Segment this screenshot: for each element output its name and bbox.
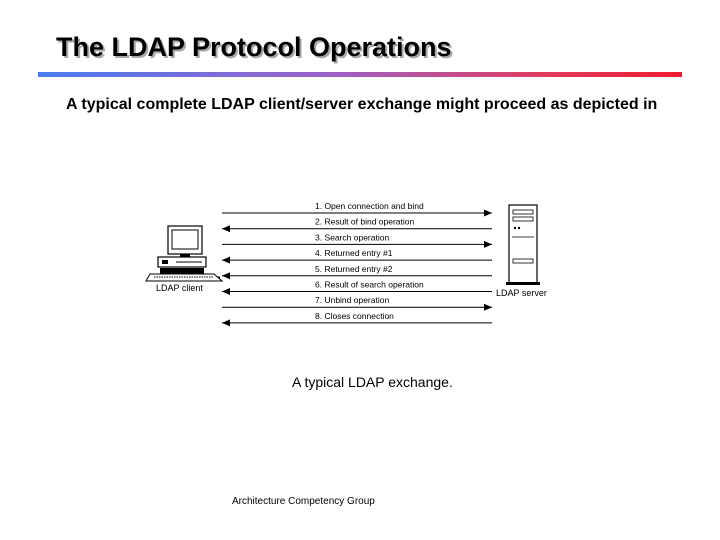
message-arrow-2: [222, 217, 492, 233]
arrow-head: [222, 257, 230, 264]
step-label: 1. Open connection and bind: [315, 201, 424, 211]
message-arrow-7: [222, 295, 492, 311]
message-arrow-5: [222, 264, 492, 280]
arrow-head: [222, 288, 230, 295]
tower-server-icon: [506, 205, 540, 285]
step-label: 2. Result of bind operation: [315, 216, 415, 227]
intro-text: A typical complete LDAP client/server exchange might proceed as depicted in: [66, 96, 658, 113]
step-label: 5. Returned entry #2: [315, 263, 393, 274]
arrow-head: [484, 304, 492, 311]
arrow-head: [484, 241, 492, 248]
desktop-computer-icon: [146, 226, 222, 281]
step-label: 8. Closes connection: [315, 310, 394, 321]
server-label: LDAP server: [496, 288, 547, 298]
arrow-head: [222, 225, 230, 232]
footer-text: Architecture Competency Group: [232, 496, 375, 507]
message-arrow-6: [222, 280, 492, 296]
diagram-caption: A typical LDAP exchange.: [292, 374, 453, 390]
message-arrow-4: [222, 248, 492, 264]
arrow-head: [222, 272, 230, 279]
client-label: LDAP client: [156, 283, 203, 293]
step-label: 7. Unbind operation: [315, 295, 390, 306]
message-arrows: [222, 201, 492, 326]
step-label: 3. Search operation: [315, 232, 390, 243]
step-label: 6. Result of search operation: [315, 279, 424, 290]
message-arrow-3: [222, 232, 492, 248]
step-label: 4. Returned entry #1: [315, 248, 393, 259]
arrow-head: [222, 319, 230, 326]
arrow-head: [484, 210, 492, 217]
slide-title: The LDAP Protocol Operations: [56, 32, 452, 62]
message-arrow-8: [222, 311, 492, 327]
message-arrow-1: [222, 201, 492, 217]
